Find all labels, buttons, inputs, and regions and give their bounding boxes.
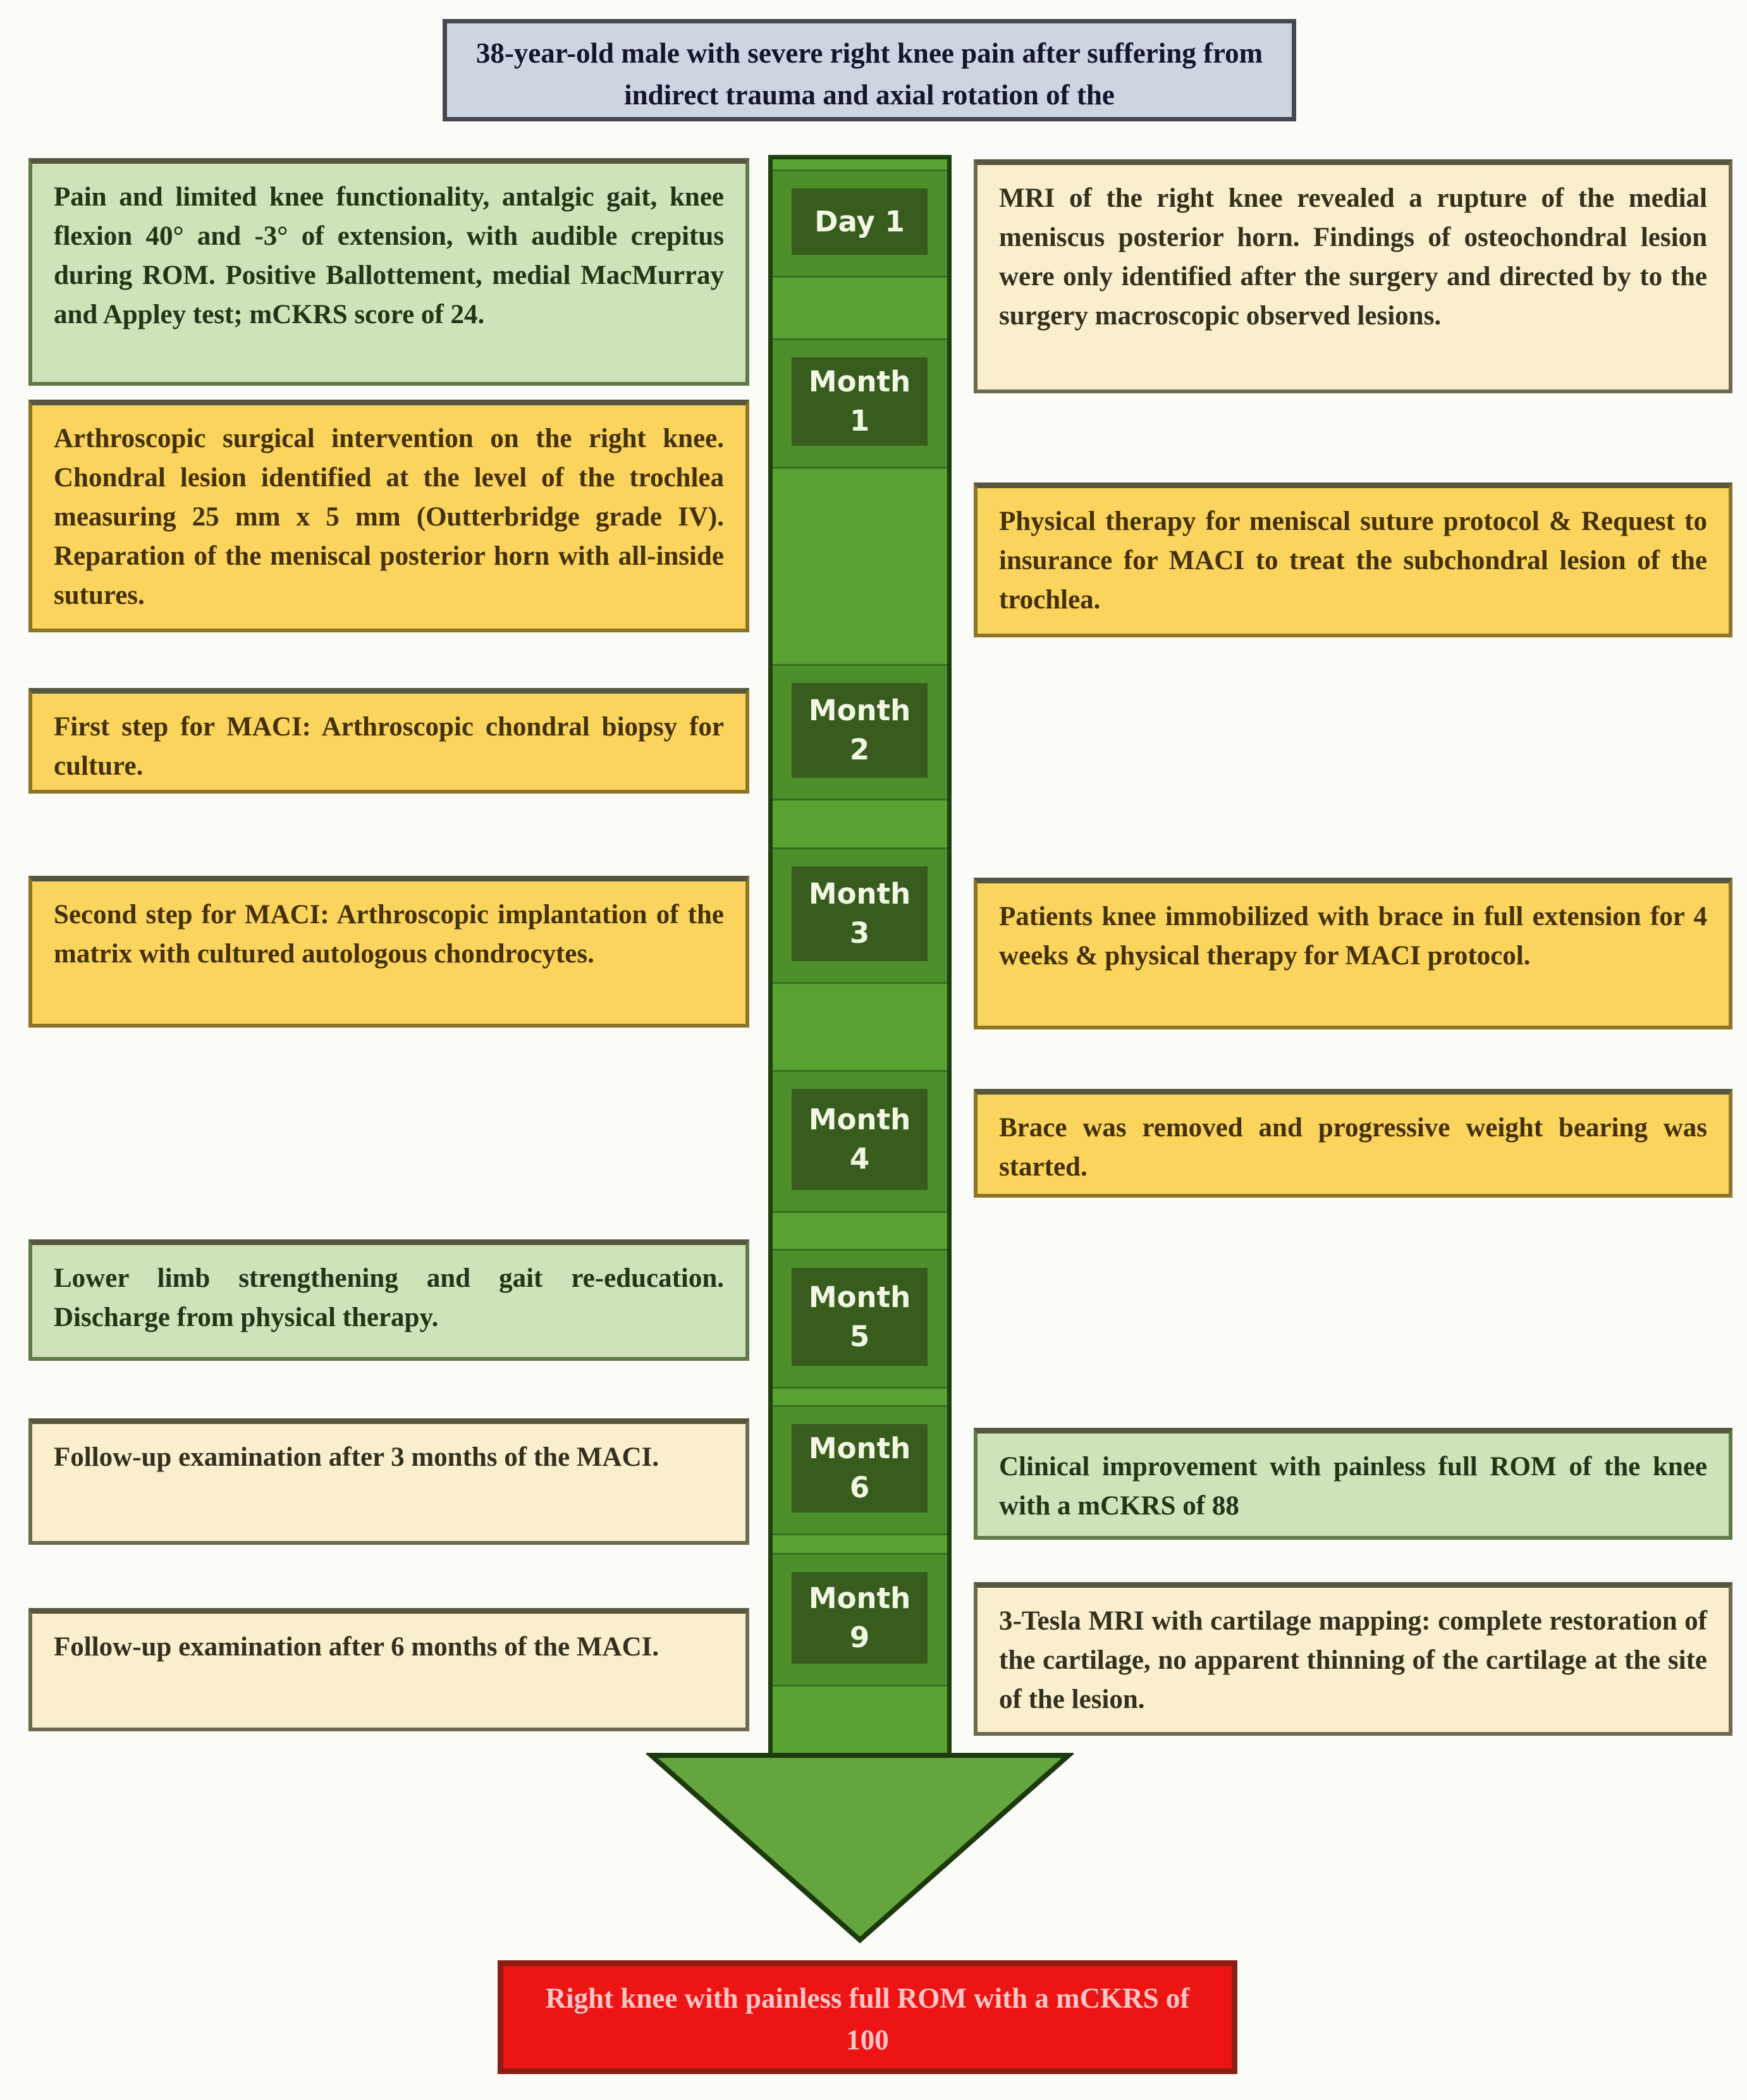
right-box-text: MRI of the right knee revealed a rupture of the medial meniscus posterior horn. Findings of osteochondral lesion were only identified after the surgery and directed by to the surgery macroscopic observed lesions. [999, 183, 1707, 331]
left-box-text: First step for MACI: Arthroscopic chondral biopsy for culture. [54, 712, 724, 781]
timeline-label-month-4 [792, 1089, 928, 1190]
patient-summary-box [443, 19, 1296, 121]
right-box-text: Brace was removed and progressive weight bearing was started. [999, 1113, 1707, 1182]
right-box-day1-mri [974, 159, 1732, 393]
timeline-label-line2: 2 [849, 733, 870, 766]
timeline-label-line1: Month [808, 1103, 911, 1136]
left-box-text: Follow-up examination after 3 months of the MACI. [54, 1442, 659, 1472]
left-box-month5-strengthening [28, 1239, 749, 1361]
patient-summary-text: 38-year-old male with severe right knee pain after suffering from indirect trauma and axial rotation of the [475, 37, 1263, 111]
right-box-month1-therapy [974, 482, 1732, 637]
timeline-label-line2: 3 [849, 916, 870, 950]
right-box-text: 3-Tesla MRI with cartilage mapping: complete restoration of the cartilage, no apparent thinning of the cartilage at the site of the lesion. [999, 1606, 1707, 1714]
left-box-month6-followup [28, 1418, 749, 1545]
left-box-text: Arthroscopic surgical intervention on the right knee. Chondral lesion identified at the level of the trochlea measuring 25 mm x 5 mm (Outterbridge grade IV). Reparation of the meniscal posterior horn with all-inside sutures. [54, 424, 724, 610]
timeline-label-line2: 6 [849, 1471, 870, 1504]
right-box-month4-weight-bearing [974, 1089, 1732, 1198]
timeline-label-line1: Month [808, 1280, 911, 1314]
final-outcome-box [498, 1960, 1237, 2074]
left-box-text: Follow-up examination after 6 months of the MACI. [54, 1632, 659, 1662]
left-box-text: Second step for MACI: Arthroscopic implantation of the matrix with cultured autologous chondrocytes. [54, 900, 724, 969]
timeline-label-month-6 [792, 1424, 928, 1513]
left-box-text: Lower limb strengthening and gait re-education. Discharge from physical therapy. [54, 1263, 724, 1332]
timeline-label-line1: Month [808, 365, 911, 398]
left-box-month2-biopsy [28, 688, 749, 794]
left-box-month1-surgery [28, 400, 749, 632]
right-box-text: Patients knee immobilized with brace in full extension for 4 weeks & physical therapy for MACI protocol. [999, 902, 1707, 971]
timeline-label-line1: Month [808, 1581, 911, 1615]
timeline-label-line2: 9 [849, 1620, 870, 1654]
final-outcome-text: Right knee with painless full ROM with a mCKRS of 100 [545, 1982, 1190, 2056]
timeline-label-month-2 [792, 683, 928, 778]
timeline-label-line2: 5 [849, 1319, 870, 1353]
timeline-label-line1: Month [808, 1432, 911, 1465]
left-box-day1-exam [28, 158, 749, 386]
timeline-label-month-1 [792, 357, 928, 446]
timeline-label-line1: Month [808, 877, 911, 911]
down-arrow-icon [646, 1752, 1074, 1945]
right-box-text: Clinical improvement with painless full ROM of the knee with a mCKRS of 88 [999, 1452, 1707, 1521]
left-box-month3-implantation [28, 876, 749, 1028]
right-box-month6-improvement [974, 1428, 1732, 1540]
timeline-label-line1: Month [808, 694, 911, 727]
timeline-label-month-5 [792, 1268, 928, 1366]
right-box-month9-mri [974, 1582, 1732, 1736]
right-box-month3-brace [974, 878, 1732, 1029]
timeline-label-line2: 1 [849, 404, 870, 438]
left-box-month9-followup [28, 1608, 749, 1731]
timeline-label-month-3 [792, 866, 928, 961]
timeline-label-line2: 4 [849, 1142, 870, 1176]
timeline-label-day-1 [792, 188, 928, 255]
timeline-label-month-9 [792, 1572, 928, 1664]
left-box-text: Pain and limited knee functionality, antalgic gait, knee flexion 40° and -3° of extension, with audible crepitus during ROM. Positive Ballottement, medial MacMurray and Appley test; mCKRS score of 24. [54, 182, 724, 329]
right-box-text: Physical therapy for meniscal suture protocol & Request to insurance for MACI to treat the subchondral lesion of the trochlea. [999, 507, 1707, 615]
timeline-label-line1: Day 1 [814, 204, 905, 238]
